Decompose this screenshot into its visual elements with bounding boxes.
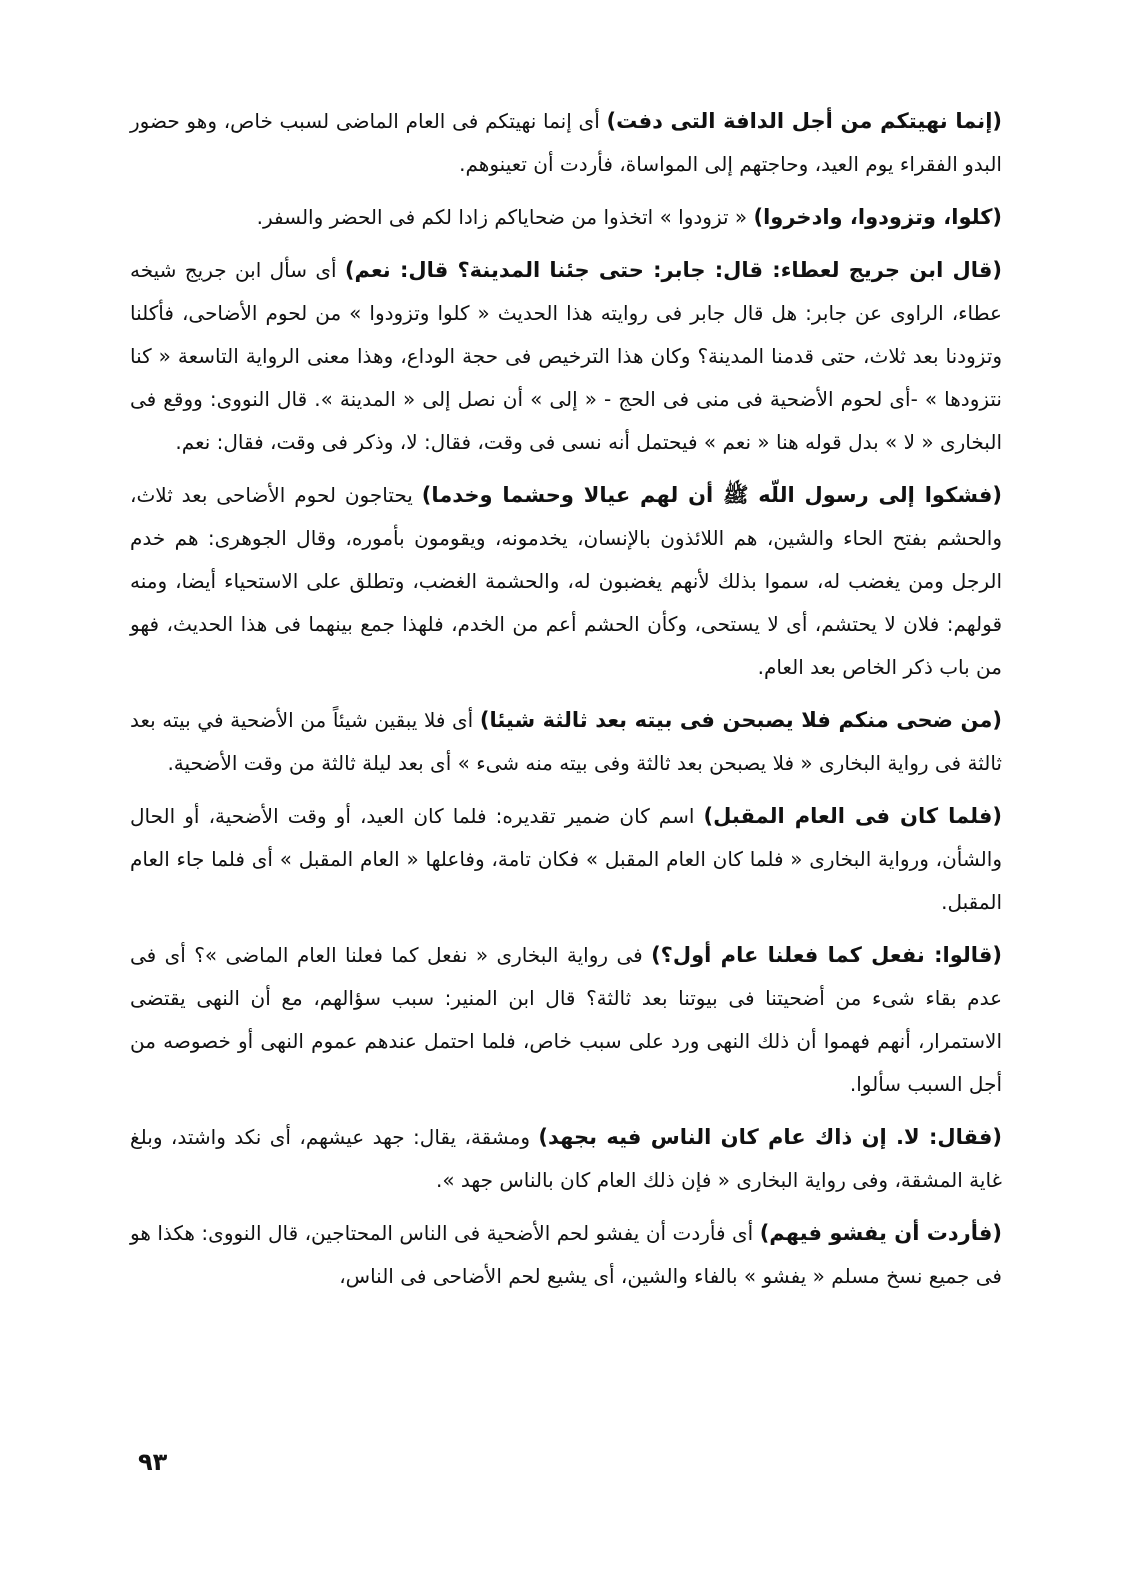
commentary: « تزودوا » اتخذوا من ضحاياكم زادا لكم فى الحضر والسفر.: [256, 205, 754, 229]
commentary: أى فلا يبقين شيئاً من الأضحية في بيته بعد ثالثة فى رواية البخارى « فلا يصبحن بعد ثالثة وفى بيته منه شىء » أى بعد ليلة ثالثة من وقت الأضحية.: [130, 708, 1002, 775]
commentary: ومشقة، يقال: جهد عيشهم، أى نكد واشتد، وبلغ غاية المشقة، وفى رواية البخارى « فإن ذلك العام كان بالناس جهد ».: [130, 1125, 1002, 1192]
hadith-lemma: (فأردت أن يفشو فيهم): [759, 1221, 1003, 1245]
paragraph-5: [130, 699, 1002, 785]
paragraph-3: [130, 249, 1002, 464]
hadith-lemma: (من ضحى منكم فلا يصبحن فى بيته بعد ثالثة شيئا): [479, 708, 1002, 732]
commentary: أى سأل ابن جريج شيخه عطاء، الراوى عن جابر: هل قال جابر فى روايته هذا الحديث « كلوا وتزودوا » من لحوم الأضاحى، فأكلنا وتزودنا بعد ثلاث، حتى قدمنا المدينة؟ وكان هذا الترخيص فى حجة الوداع، وهذا معنى الرواية التاسعة « كنا نتزودها » -أى لحوم الأضحية فى منى فى الحج - « إلى » أن نصل إلى « المدينة ». قال النووى: ووقع فى البخارى « لا » بدل قوله هنا « نعم » فيحتمل أنه نسى فى وقت، فقال: لا، وذكر فى وقت، فقال: نعم.: [130, 258, 1002, 454]
paragraph-1: [130, 100, 1002, 186]
hadith-lemma: (كلوا، وتزودوا، وادخروا): [753, 205, 1002, 229]
paragraph-2: [130, 196, 1002, 239]
hadith-lemma: (فقال: لا. إن ذاك عام كان الناس فيه بجهد): [538, 1125, 1002, 1149]
page-number: ٩٣: [138, 1448, 168, 1476]
commentary: يحتاجون لحوم الأضاحى بعد ثلاث، والحشم بفتح الحاء والشين، هم اللائذون بالإنسان، يخدمونه، ويقومون بأموره، وقال الجوهرى: هم خدم الرجل ومن يغضب له، سموا بذلك لأنهم يغضبون له، والحشمة الغضب، وتطلق على الاستحياء أيضا، ومنه قولهم: فلان لا يحتشم، أى لا يستحى، وكأن الحشم أعم من الخدم، فلهذا جمع بينهما فى هذا الحديث، فهو من باب ذكر الخاص بعد العام.: [130, 483, 1002, 679]
commentary: فى رواية البخارى « نفعل كما فعلنا العام الماضى »؟ أى فى عدم بقاء شىء من أضحيتنا فى بيوتنا بعد ثالثة؟ قال ابن المنير: سبب سؤالهم، مع أن النهى يقتضى الاستمرار، أنهم فهموا أن ذلك النهى ورد على سبب خاص، فلما احتمل عندهم عموم النهى أو خصوصه من أجل السبب سألوا.: [130, 943, 1002, 1096]
hadith-lemma: (فلما كان فى العام المقبل): [703, 804, 1002, 828]
commentary: أى إنما نهيتكم فى العام الماضى لسبب خاص، وهو حضور البدو الفقراء يوم العيد، وحاجتهم إلى المواساة، فأردت أن تعينوهم.: [130, 109, 1002, 176]
hadith-lemma: (إنما نهيتكم من أجل الدافة التى دفت): [606, 109, 1002, 133]
paragraph-6: [130, 795, 1002, 924]
commentary: اسم كان ضمير تقديره: فلما كان العيد، أو وقت الأضحية، أو الحال والشأن، ورواية البخارى « فلما كان العام المقبل » فكان تامة، وفاعلها « العام المقبل » أى فلما جاء العام المقبل.: [130, 804, 1002, 914]
hadith-lemma: (فشكوا إلى رسول اللّه ﷺ أن لهم عيالا وحشما وخدما): [421, 483, 1002, 507]
hadith-lemma: (قال ابن جريج لعطاء: قال: جابر: حتى جئنا المدينة؟ قال: نعم): [344, 258, 1002, 282]
commentary: أى فأردت أن يفشو لحم الأضحية فى الناس المحتاجين، قال النووى: هكذا هو فى جميع نسخ مسلم « يفشو » بالفاء والشين، أى يشيع لحم الأضاحى فى الناس،: [130, 1221, 1002, 1288]
paragraph-4: [130, 474, 1002, 689]
paragraph-9: [130, 1212, 1002, 1298]
paragraph-7: [130, 934, 1002, 1106]
paragraph-8: [130, 1116, 1002, 1202]
commentary-text: [130, 100, 1002, 1298]
hadith-lemma: (قالوا: نفعل كما فعلنا عام أول؟): [651, 943, 1003, 967]
